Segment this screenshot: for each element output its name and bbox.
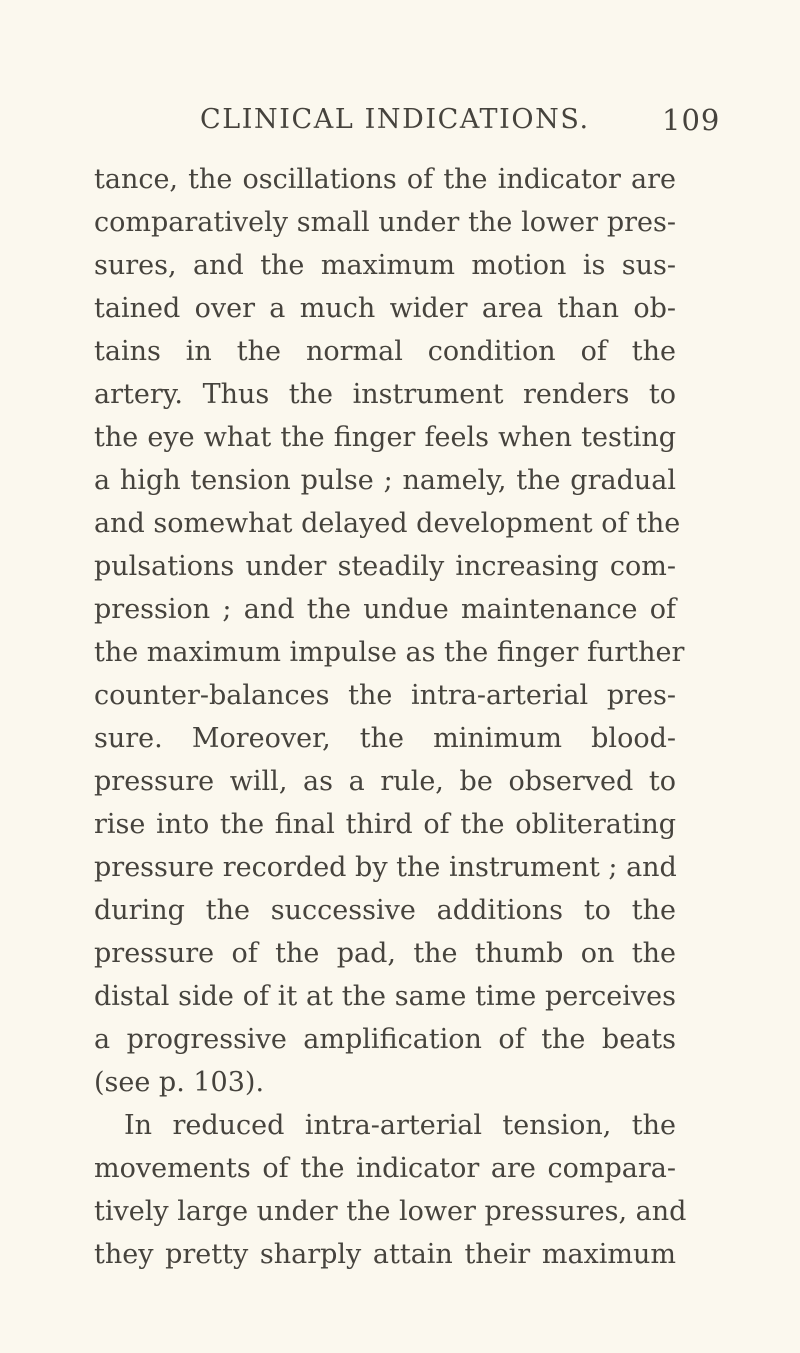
text-line: tained over a much wider area than ob- bbox=[94, 293, 676, 324]
text-line: sures, and the maximum motion is sus- bbox=[94, 250, 676, 281]
text-line: tance, the oscillations of the indicator are bbox=[94, 164, 676, 195]
text-line: tively large under the lower pressures, and bbox=[94, 1196, 687, 1227]
text-line: artery. Thus the instrument renders to bbox=[94, 379, 676, 410]
text-line: they pretty sharply attain their maximum bbox=[94, 1239, 676, 1270]
text-line: pressure will, as a rule, be observed to bbox=[94, 766, 676, 797]
section-title: CLINICAL INDICATIONS. bbox=[200, 104, 590, 135]
text-line: the maximum impulse as the finger further bbox=[94, 637, 685, 668]
text-line: counter-balances the intra-arterial pres- bbox=[94, 680, 676, 711]
text-line: pulsations under steadily increasing com- bbox=[94, 551, 676, 582]
page-number: 109 bbox=[662, 103, 721, 137]
text-line: In reduced intra-arterial tension, the bbox=[124, 1110, 676, 1141]
text-line: a high tension pulse ; namely, the gradual bbox=[94, 465, 676, 496]
text-line: pressure of the pad, the thumb on the bbox=[94, 938, 676, 969]
text-line: distal side of it at the same time perceives bbox=[94, 981, 676, 1012]
text-line: tains in the normal condition of the bbox=[94, 336, 676, 367]
text-line: the eye what the finger feels when testing bbox=[94, 422, 676, 453]
text-line: pressure recorded by the instrument ; and bbox=[94, 852, 677, 883]
text-line: pression ; and the undue maintenance of bbox=[94, 594, 676, 625]
text-line: sure. Moreover, the minimum blood- bbox=[94, 723, 676, 754]
text-line: movements of the indicator are compara- bbox=[94, 1153, 676, 1184]
text-line: rise into the final third of the obliterating bbox=[94, 809, 676, 840]
text-line: (see p. 103). bbox=[94, 1067, 265, 1098]
text-line: during the successive additions to the bbox=[94, 895, 676, 926]
text-line: comparatively small under the lower pres- bbox=[94, 207, 676, 238]
text-line: a progressive amplification of the beats bbox=[94, 1024, 676, 1055]
text-line: and somewhat delayed development of the bbox=[94, 508, 681, 539]
